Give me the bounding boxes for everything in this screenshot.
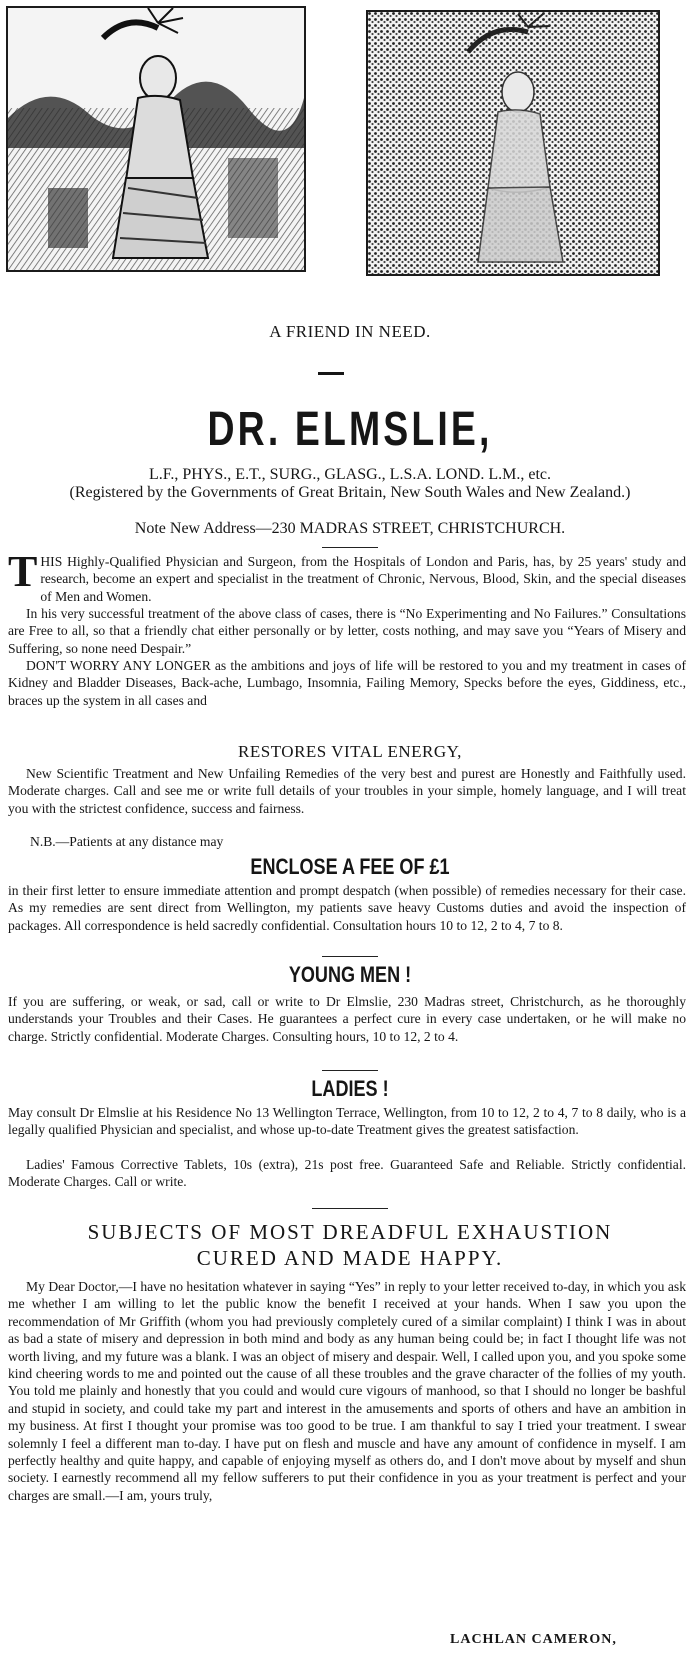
enclose-fee-heading: ENCLOSE A FEE OF £1 — [250, 854, 450, 879]
testimonial-letter: My Dear Doctor,—I have no hesitation whatever in saying “Yes” in reply to your letter received to-day, in which you ask me whether I am willing to let the public know the benefit I received at your hands. When I saw you upon the recommendation of Mr Griffith (whom you had previously completely cured of a similar complaint) I think I was in about as bad a state of misery and depression in both mind and body as any human being could be; in fact I thought life was not worth living, and my future was a blank. I was an object of misery and despair. Well, I called upon you, and you spoke some kind cheering words to me and pointed out the cause of all these troubles and the grave character of the follies of my youth. You told me plainly and honestly that you could and would cure vigours of manhood, so that I should no longer be bashful and stupid in society, and could take my part and interest in the amusements and sports of others and have an ambition in my business. At first I thought your promise was too good to be true. I am thankful to say I tried your treatment. I swear solemnly I feel a different man to-day. I have put on flesh and muscle and have any amount of confidence in myself. I am perfectly healthy and quite happy, and capable of enjoying myself as others do, and I don't move about by myself and shun society. I earnestly recommend all my fellow sufferers to put their confidence in you as your treatment is perfect and your charges are small.—I am, yours truly, — [8, 1279, 686, 1503]
testimonial-heading-line-2: CURED AND MADE HAPPY. — [196, 1246, 504, 1270]
success-paragraph: In his very successful treatment of the above class of cases, there is “No Experimenting and No Failures.” Consultations are Free to all, so that a friendly chat either personally or by letter, costs nothing, and may save you “Years of Misery and Suffering, so none need Despair.” — [8, 606, 686, 656]
young-men-heading: YOUNG MEN ! — [288, 962, 412, 987]
divider — [322, 956, 378, 957]
ladies-heading: LADIES ! — [311, 1076, 389, 1101]
credentials: L.F., PHYS., E.T., SURG., GLASG., L.S.A. LOND. L.M., etc. — [149, 466, 551, 483]
divider — [322, 1070, 378, 1071]
short-dash-divider — [318, 372, 344, 375]
drop-cap: T — [8, 547, 38, 596]
woman-with-torch-illustration-right — [366, 10, 660, 276]
treatment-paragraph: New Scientific Treatment and New Unfailing Remedies of the very best and purest are Honestly and Faithfully used. Moderate charges. Call and see me or write full details of your troubles in your simple, homely language, and I will treat you with the strictest confidence, success and fairness. — [8, 766, 686, 816]
woman-with-torch-illustration-left — [6, 6, 306, 272]
address: Note New Address—230 MADRAS STREET, CHRISTCHURCH. — [134, 520, 566, 537]
intro-text: HIS Highly-Qualified Physician and Surgeon, from the Hospitals of London and Paris, has, by 25 years' study and research, become an expert and specialist in the treatment of Chronic, Nervous, Blood, Skin, and the special diseases of Men and Women. — [40, 554, 686, 604]
signature: LACHLAN CAMERON, — [450, 1632, 617, 1647]
tablets-paragraph: Ladies' Famous Corrective Tablets, 10s (extra), 21s post free. Guaranteed Safe and Reliable. Strictly confidential. Moderate Charges. Call or write. — [8, 1157, 686, 1190]
registration: (Registered by the Governments of Great Britain, New South Wales and New Zealand.) — [69, 484, 631, 501]
young-men-paragraph: If you are suffering, or weak, or sad, call or write to Dr Elmslie, 230 Madras street, Christchurch, as he thoroughly understands your Troubles and their Cases. He guarantees a perfect cure in every case undertaken, or he will make no charge. Strictly confidential. Moderate Charges. Consulting hours, 10 to 12, 2 to 4. — [8, 994, 686, 1044]
testimonial-heading-line-1: SUBJECTS OF MOST DREADFUL EXHAUSTION — [87, 1220, 613, 1244]
intro-paragraph — [8, 547, 686, 605]
nb-note: N.B.—Patients at any distance may — [30, 834, 224, 849]
fee-paragraph: in their first letter to ensure immediate attention and prompt despatch (when possible) of remedies necessary for their case. As my remedies are sent direct from Wellington, my patients save heavy Customs duties and avoid the inspection of packages. All correspondence is held sacredly confidential. Consultation hours 10 to 12, 2 to 4, 7 to 8. — [8, 883, 686, 933]
restores-heading: RESTORES VITAL ENERGY, — [238, 742, 462, 761]
doctor-name: DR. ELMSLIE, — [207, 403, 493, 456]
caption: A FRIEND IN NEED. — [269, 322, 431, 341]
ladies-paragraph: May consult Dr Elmslie at his Residence No 13 Wellington Terrace, Wellington, from 10 to 12, 2 to 4, 7 to 8 daily, who is a legally qualified Physician and specialist, and whose up-to-date Treatment gives the greatest satisfaction. — [8, 1105, 686, 1138]
worry-paragraph: DON'T WORRY ANY LONGER as the ambitions and joys of life will be restored to you and my treatment in cases of Kidney and Bladder Diseases, Back-ache, Lumbago, Insomnia, Failing Memory, Specks before the eyes, Giddiness, etc., braces up the system in all cases and — [8, 658, 686, 708]
divider — [312, 1208, 388, 1209]
divider — [322, 547, 378, 548]
